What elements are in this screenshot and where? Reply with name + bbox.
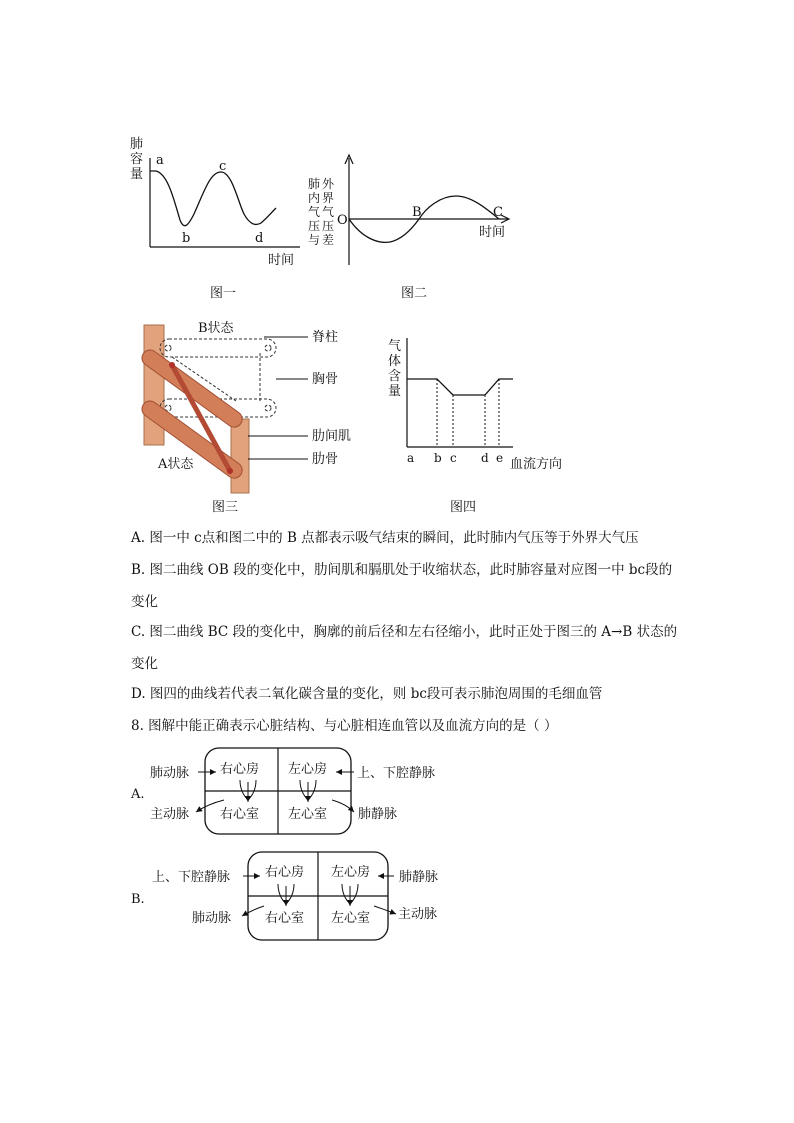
- fig3-label-spine: 脊柱: [312, 330, 339, 345]
- q8a-vessel-pulmonary-vein: 肺静脉: [358, 807, 398, 822]
- q8b-vessel-pulmonary-vein: 肺静脉: [399, 870, 439, 885]
- fig4-ylabel: [388, 339, 401, 399]
- fig2-ylabel: [308, 176, 335, 247]
- fig1-point-a: a: [156, 153, 164, 168]
- fig4-xlabel: 血流方向: [510, 457, 563, 472]
- fig1-caption: 图一: [210, 286, 237, 301]
- fig4-tick-a: a: [407, 451, 415, 465]
- fig2-ylabel-char: 压: [308, 219, 321, 233]
- q8b-vessel-arrow: [242, 906, 264, 916]
- q8b-option-letter: B.: [131, 892, 145, 907]
- figure-2-pressure-difference: [300, 150, 530, 310]
- fig3-state-a-label: A状态: [158, 457, 194, 472]
- fig1-point-b: b: [182, 231, 191, 246]
- fig1-xlabel: 时间: [268, 253, 295, 268]
- q8b-right-ventricle: 右心室: [265, 911, 305, 926]
- option-c-line1: C. 图二曲线 BC 段的变化中，胸廓的前后径和左右径缩小，此时正处于图三的 A→B 状态的: [131, 624, 678, 640]
- q8b-vessel-venae-cavae: 上、下腔静脉: [152, 870, 231, 885]
- q8a-option-letter: A.: [131, 787, 145, 802]
- fig3-sternum: [231, 419, 249, 493]
- fig4-ylabel-char: 气: [388, 339, 402, 354]
- fig2-ylabel-char: 与: [308, 233, 321, 247]
- fig2-origin: O: [337, 213, 348, 228]
- q8b-vessel-aorta: 主动脉: [398, 907, 438, 922]
- q8b-vessel-pulmonary-artery: 肺动脉: [192, 911, 232, 926]
- fig2-ylabel-char: 外: [322, 177, 335, 191]
- option-d: D. 图四的曲线若代表二氧化碳含量的变化，则 bc段可表示肺泡周围的毛细血管: [131, 686, 603, 702]
- fig2-ylabel-char: 界: [322, 191, 335, 205]
- option-b-line1: B. 图二曲线 OB 段的变化中，肋间肌和膈肌处于收缩状态，此时肺容量对应图一中 bc段的: [131, 562, 673, 578]
- q8b-left-atrium: 左心房: [331, 865, 371, 880]
- q8a-right-atrium: 右心房: [220, 762, 260, 777]
- fig1-point-d: d: [255, 231, 264, 246]
- q8a-vessel-aorta: 主动脉: [150, 807, 190, 822]
- fig1-ylabel-char: 量: [130, 167, 144, 182]
- fig4-caption: 图四: [450, 500, 477, 515]
- fig4-ylabel-char: 体: [388, 354, 402, 369]
- option-c-line2: 变化: [131, 656, 158, 672]
- q8b-left-ventricle: 左心室: [331, 911, 371, 926]
- fig4-tick-d: d: [481, 451, 489, 465]
- fig4-tick-b: b: [434, 451, 442, 465]
- q8a-vessel-venae-cavae: 上、下腔静脉: [357, 766, 436, 781]
- fig3-label-sternum: 胸骨: [312, 372, 339, 387]
- option-a: A. 图一中 c点和图二中的 B 点都表示吸气结束的瞬间，此时肺内气压等于外界大气压: [131, 530, 639, 546]
- question-8-stem: 8. 图解中能正确表示心脏结构、与心脏相连血管以及血流方向的是（ ）: [131, 718, 558, 734]
- fig2-ylabel-char: 压: [322, 219, 335, 233]
- fig2-point-b: B: [412, 205, 422, 220]
- fig4-tick-e: e: [496, 451, 504, 465]
- fig1-ylabel-char: 肺: [130, 137, 144, 152]
- fig4-ylabel-char: 量: [388, 384, 402, 399]
- fig1-curve: [150, 171, 276, 226]
- figure-3-thorax-model: [130, 315, 370, 520]
- q8b-vessel-arrow: [374, 906, 396, 914]
- figure-1-lung-volume: [120, 128, 310, 308]
- fig3-state-b-label: B状态: [198, 321, 234, 336]
- q8a-vessel-pulmonary-artery: 肺动脉: [150, 766, 190, 781]
- figure-4-gas-content: [380, 330, 580, 520]
- fig2-point-c: C: [493, 205, 503, 220]
- fig3-label-rib: 肋骨: [312, 452, 339, 467]
- q8-option-a-diagram: [128, 742, 448, 842]
- fig3-joint: [169, 362, 175, 368]
- fig4-ylabel-char: 含: [388, 369, 402, 384]
- fig2-ylabel-char: 气: [308, 205, 321, 219]
- fig4-curve: [407, 379, 513, 395]
- fig1-ylabel: [130, 136, 143, 182]
- q8b-right-atrium: 右心房: [265, 865, 305, 880]
- option-b-line2: 变化: [131, 594, 158, 610]
- fig2-caption: 图二: [401, 286, 428, 301]
- fig3-caption: 图三: [212, 500, 239, 515]
- q8a-right-ventricle: 右心室: [220, 807, 260, 822]
- fig2-ylabel-char: 内: [308, 191, 321, 205]
- fig2-ylabel-char: 气: [322, 205, 335, 219]
- q8a-left-atrium: 左心房: [288, 762, 328, 777]
- fig1-point-c: c: [219, 159, 227, 174]
- fig2-xlabel: 时间: [479, 225, 506, 240]
- fig2-ylabel-char: 差: [322, 233, 335, 247]
- q8a-left-ventricle: 左心室: [288, 807, 328, 822]
- fig2-ylabel-char: 肺: [308, 177, 321, 191]
- fig4-tick-c: c: [450, 451, 457, 465]
- fig1-ylabel-char: 容: [130, 152, 144, 167]
- fig3-label-intercostal-muscle: 肋间肌: [312, 429, 352, 444]
- q8-option-b-diagram: [128, 848, 458, 948]
- fig3-joint: [227, 468, 233, 474]
